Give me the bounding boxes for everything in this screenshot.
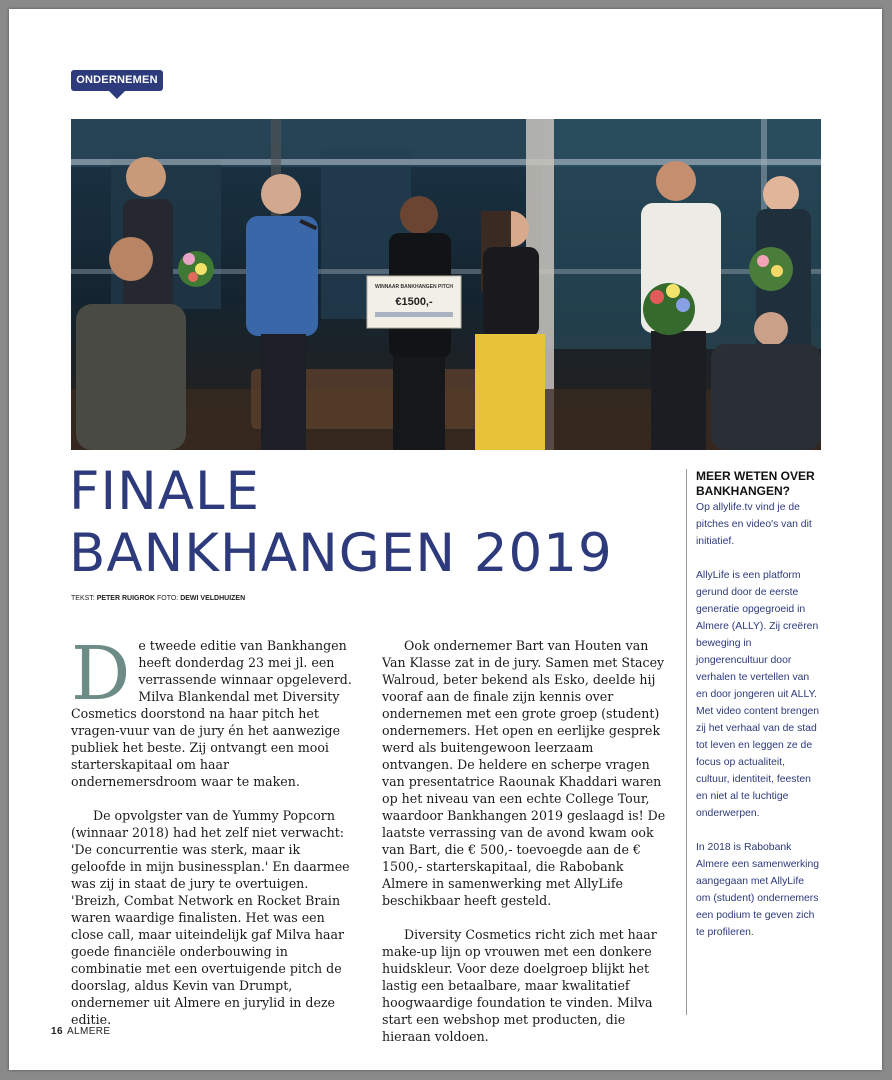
event-photo-illustration (71, 119, 821, 450)
article-column-2 (382, 637, 667, 1062)
sidebar-heading: MEER WETEN OVER BANKHANGEN? (696, 469, 815, 498)
magazine-page (9, 9, 882, 1070)
title-line-2: BANKHANGEN 2019 (69, 523, 613, 584)
sidebar (686, 469, 821, 1015)
photo-author: DEWI VELDHUIZEN (180, 595, 246, 602)
sidebar-intro: Op allylife.tv vind je de pitches en video's van dit initiatief. (696, 502, 812, 547)
article-photo (71, 119, 821, 450)
section-tag-label: ONDERNEMEN (76, 74, 158, 86)
article-paragraph-2: De opvolgster van de Yummy Popcorn (winnaar 2018) had het zelf niet verwacht: 'De concurrentie was sterk, maar ik geloofde in mijn businessplan.' En daarmee was zij in staat de jury te overtuigen. 'Breizh, Combat Network en Rocket Brain waren waardige finalisten. Het was een close call, maar uiteindelijk gaf Milva haar goede financiële onderbouwing in combinatie met een overtuigende pitch de doorslag, aldus Kevin van Drumpt, ondernemer uit Almere en jurylid in deze editie. (71, 808, 350, 1027)
magazine-name: ALMERE (66, 1026, 111, 1037)
article-paragraph-4: Diversity Cosmetics richt zich met haar make-up lijn op vrouwen met een donkere huidskleur. Voor deze doelgroep blijkt het lastig een betaalbare, maar kwalitatief hoogwaardige foundation te vinden. Milva start een webshop met producten, die hieraan voldoen. (382, 927, 657, 1044)
section-tag (71, 70, 163, 91)
text-label: TEKST: (71, 595, 95, 602)
article-paragraph-1 (71, 631, 356, 790)
credits (71, 595, 245, 602)
paragraph-text: e tweede editie van Bankhangen heeft donderdag 23 mei jl. een verrassende winnaar opgeleverd. Milva Blankendal met Diversity Cosmetics doorstond na haar pitch het vragen-vuur van de jury én het aanwezige publiek het beste. Zij ontvangt een mooi starterskapitaal om haar ondernemersdroom waar te maken. (71, 638, 352, 789)
title-line-1: FINALE (69, 461, 261, 522)
sidebar-paragraph-1: AllyLife is een platform gerund door de eerste generatie opgegroeid in Almere (ALLY). Zij creëren beweging in jongerencultuur door verhalen te vertellen van en door jongeren uit ALLY. Met video content brengen zij het verhaal van de stad tot leven en leggen ze de focus op actualiteit, cultuur, identiteit, feesten en niet al te luchtige onderwerpen. (696, 570, 820, 819)
page-number: 16 (51, 1026, 63, 1037)
article-title (69, 461, 669, 585)
cheque-amount: €1500,- (395, 296, 433, 308)
cheque-title: WINNAAR BANKHANGEN PITCH (374, 284, 454, 290)
text-author: PETER RUIGROK (96, 595, 156, 602)
drop-cap: D (71, 631, 131, 717)
photo-label: FOTO: (156, 595, 179, 602)
page-footer (51, 1026, 110, 1037)
sidebar-paragraph-2: In 2018 is Rabobank Almere een samenwerking aangegaan met AllyLife om (student) ondernemers een podium te geven zich te profileren. (696, 842, 820, 938)
article-paragraph-3: Ook ondernemer Bart van Houten van Van Klasse zat in de jury. Samen met Stacey Walroud, beter bekend als Esko, deelde hij vooraf aan de finale zijn kennis over ondernemen met een grote groep (student) ondernemers. Het open en eerlijke gesprek werd als buitengewoon leerzaam ontvangen. De heldere en scherpe vragen van presentatrice Raounak Khaddari waren op het niveau van een echte College Tour, waardoor Bankhangen 2019 geslaagd is! De laatste verrassing van de avond kwam ook van Bart, die € 500,- toevoegde aan de € 1500,- starterskapitaal, die Rabobank Almere in samenwerking met AllyLife beschikbaar heeft gesteld. (382, 638, 666, 908)
article-column-1 (71, 631, 356, 1045)
section-tag-pointer (109, 91, 125, 99)
